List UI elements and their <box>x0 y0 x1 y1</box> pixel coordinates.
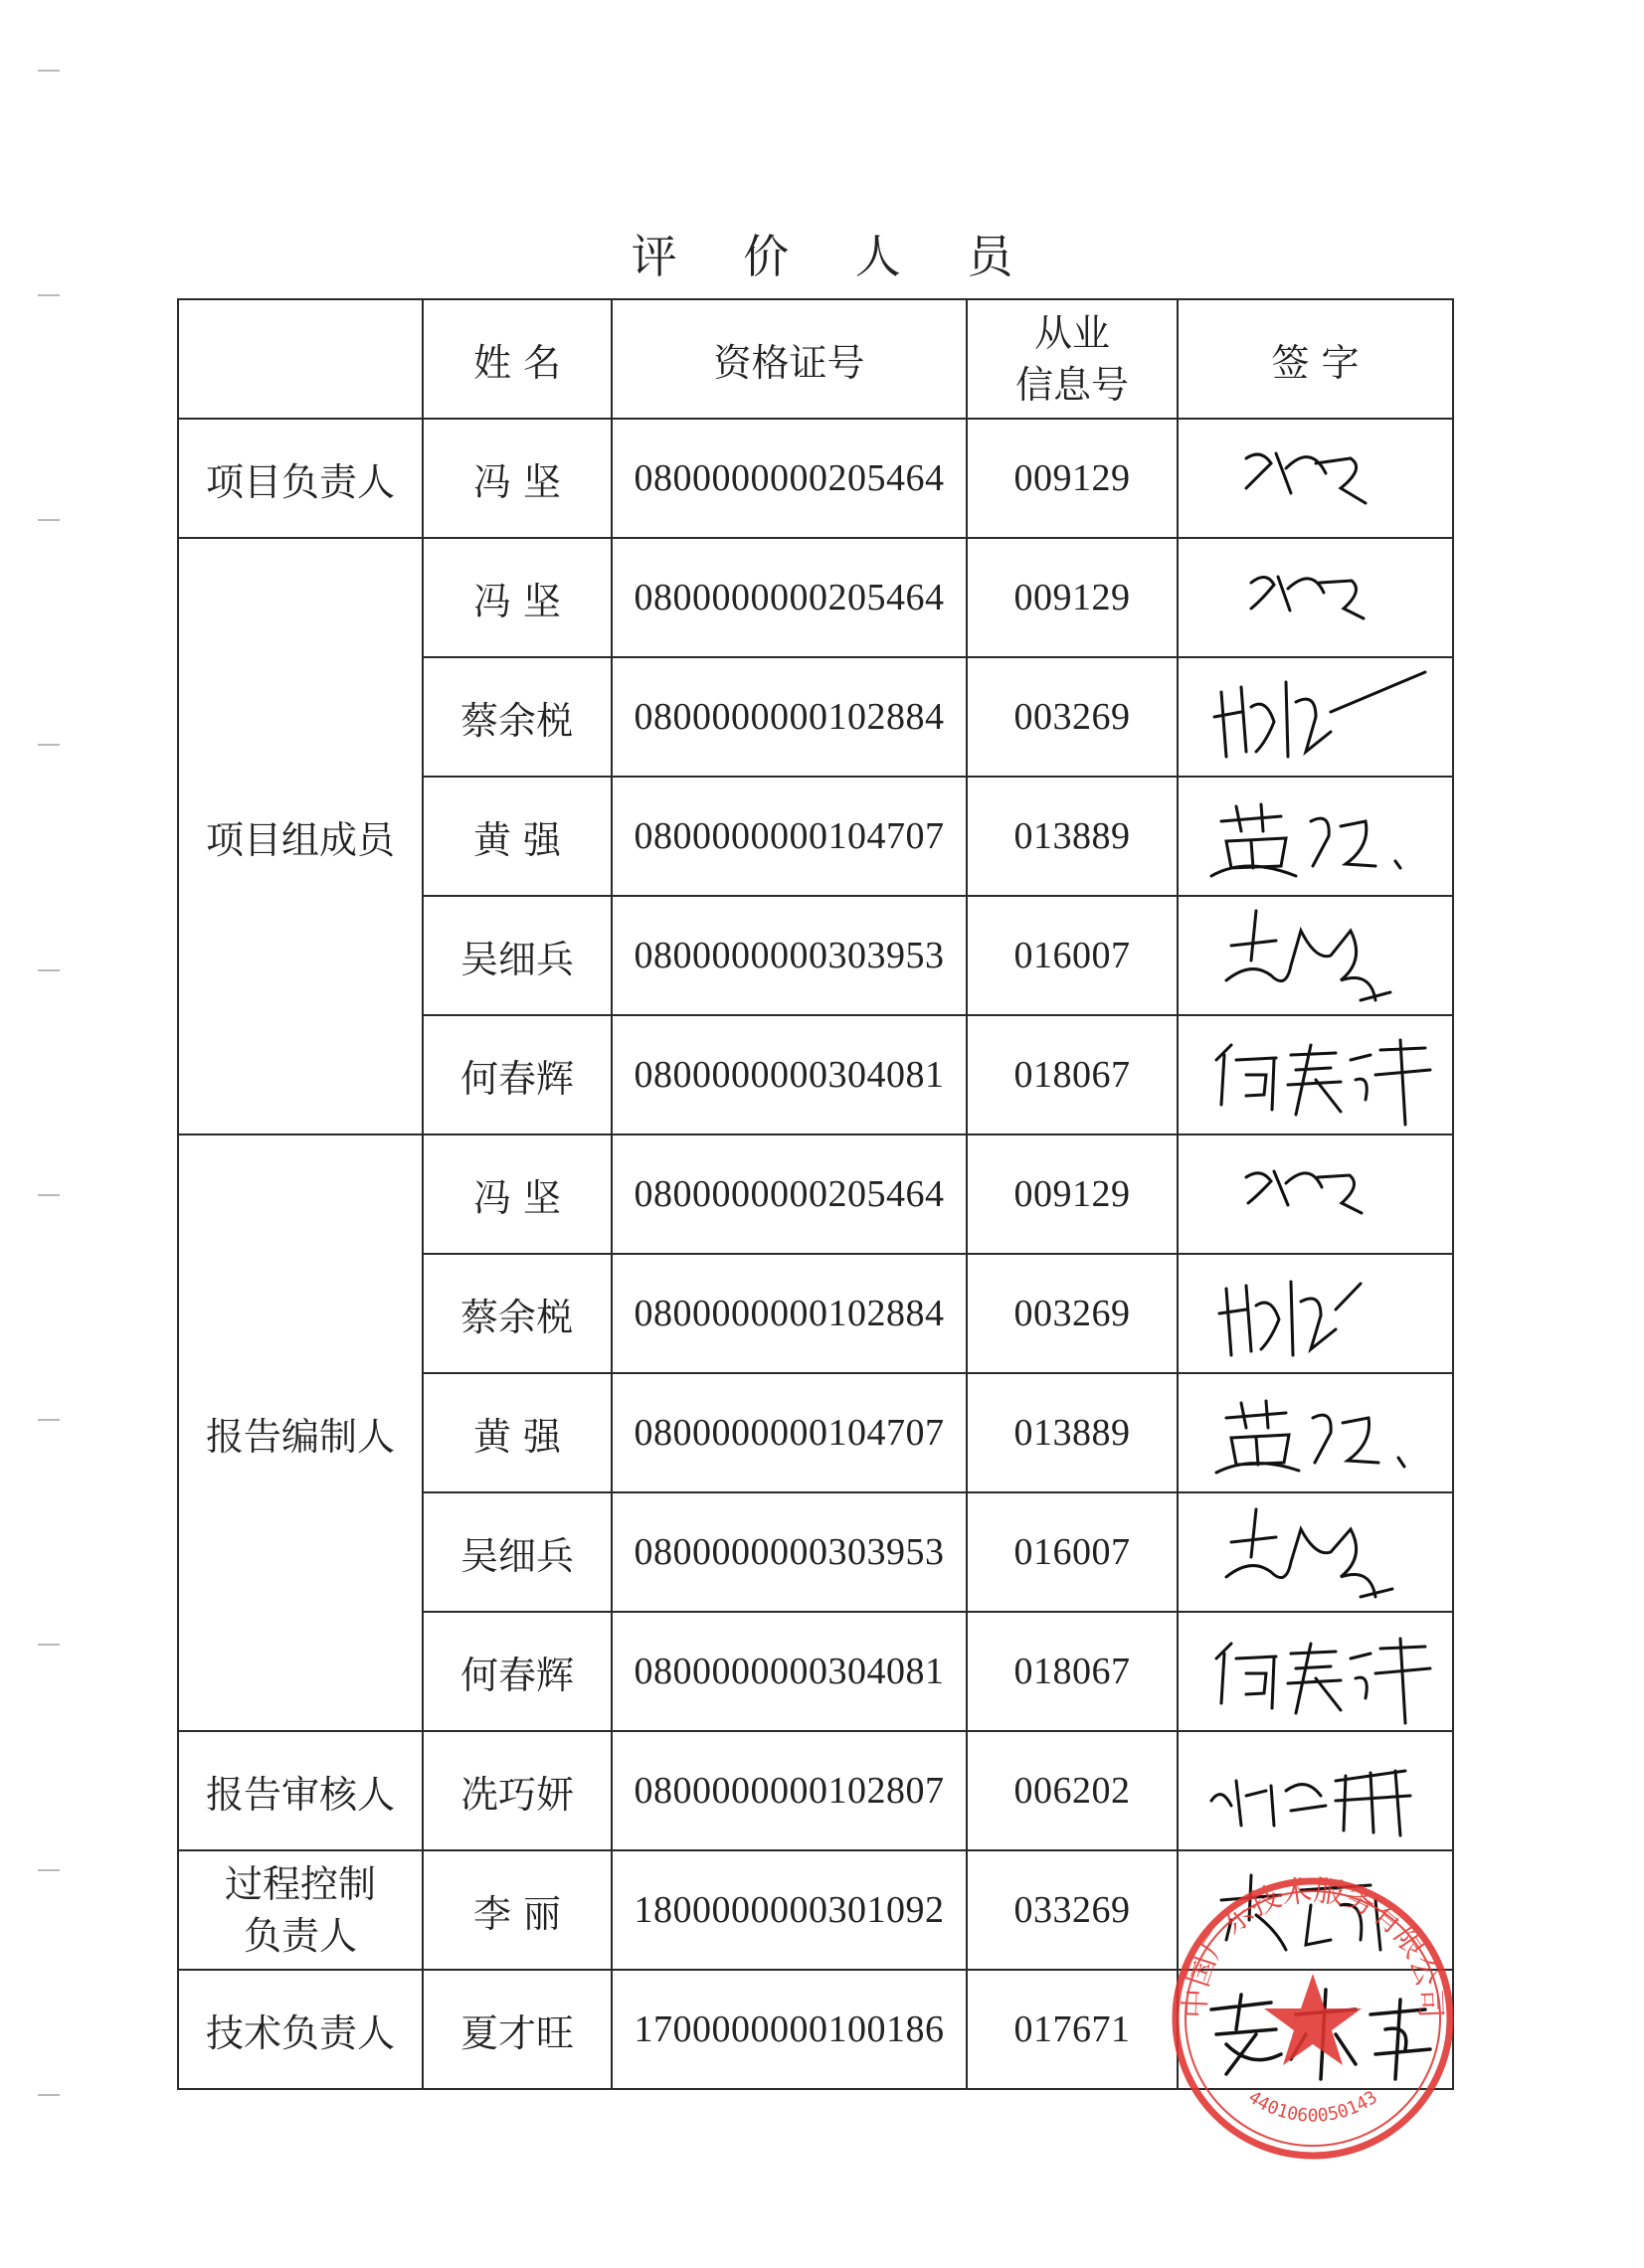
info-cell: 003269 <box>967 1254 1178 1373</box>
page-title: 评 价 人 员 <box>631 230 1039 283</box>
role-line: 负责人 <box>243 1914 357 1958</box>
info-cell: 016007 <box>967 896 1178 1015</box>
header-info-line1: 从业 <box>1033 311 1110 355</box>
header-name: 姓 名 <box>423 299 612 419</box>
table-row <box>178 1970 1453 2089</box>
edge-mark <box>38 1869 60 1871</box>
role-cell: 报告审核人 <box>178 1731 423 1850</box>
table-row <box>178 419 1453 538</box>
signature-image <box>1216 1149 1415 1239</box>
signature-cell <box>1178 1254 1453 1373</box>
signature-image <box>1216 434 1415 523</box>
table-header-row <box>178 299 1453 419</box>
signature-cell <box>1178 1612 1453 1731</box>
role-cell: 项目负责人 <box>178 419 423 538</box>
signature-cell <box>1178 657 1453 777</box>
table-row <box>178 538 1453 657</box>
signature-cell <box>1178 1015 1453 1134</box>
edge-mark <box>38 969 60 971</box>
edge-mark <box>38 744 60 746</box>
header-role <box>178 299 423 419</box>
info-cell: 017671 <box>967 1970 1178 2089</box>
info-cell: 016007 <box>967 1492 1178 1612</box>
cert-cell: 1700000000100186 <box>612 1970 967 2089</box>
signature-cell <box>1178 1134 1453 1254</box>
header-cert: 资格证号 <box>612 299 967 419</box>
table-row <box>178 1731 1453 1850</box>
name-cell: 吴细兵 <box>423 896 612 1015</box>
signature-cell <box>1178 1373 1453 1492</box>
signature-cell <box>1178 1492 1453 1612</box>
name-cell: 冯 坚 <box>423 538 612 657</box>
info-cell: 003269 <box>967 657 1178 777</box>
role-cell <box>178 1850 423 1970</box>
name-cell: 黄 强 <box>423 777 612 896</box>
signature-image <box>1201 786 1430 886</box>
edge-mark <box>38 1644 60 1646</box>
name-cell: 冯 坚 <box>423 419 612 538</box>
info-cell: 018067 <box>967 1015 1178 1134</box>
signature-cell <box>1178 1970 1453 2089</box>
name-cell: 黄 强 <box>423 1373 612 1492</box>
role-cell: 技术负责人 <box>178 1970 423 2089</box>
info-cell: 033269 <box>967 1850 1178 1970</box>
cert-cell: 0800000000104707 <box>612 777 967 896</box>
signature-cell <box>1178 1850 1453 1970</box>
edge-mark <box>38 294 60 296</box>
signature-cell <box>1178 1731 1453 1850</box>
signature-cell <box>1178 896 1453 1015</box>
cert-cell: 0800000000102884 <box>612 657 967 777</box>
cert-cell: 0800000000303953 <box>612 1492 967 1612</box>
name-cell: 李 丽 <box>423 1850 612 1970</box>
name-cell: 夏才旺 <box>423 1970 612 2089</box>
edge-mark <box>38 70 60 72</box>
signature-image <box>1201 1860 1430 1960</box>
signature-image <box>1201 1497 1430 1607</box>
signature-image <box>1196 1020 1435 1130</box>
info-cell: 013889 <box>967 1373 1178 1492</box>
name-cell: 冼巧妍 <box>423 1731 612 1850</box>
edge-mark <box>38 1194 60 1196</box>
info-cell: 009129 <box>967 1134 1178 1254</box>
header-info <box>967 299 1178 419</box>
cert-cell: 0800000000102884 <box>612 1254 967 1373</box>
name-cell: 冯 坚 <box>423 1134 612 1254</box>
cert-cell: 0800000000303953 <box>612 896 967 1015</box>
signature-image <box>1201 901 1430 1010</box>
role-cell: 项目组成员 <box>178 538 423 1134</box>
name-cell: 何春辉 <box>423 1015 612 1134</box>
edge-mark <box>38 1419 60 1421</box>
signature-image <box>1201 1383 1430 1483</box>
signature-cell <box>1178 777 1453 896</box>
info-cell: 009129 <box>967 419 1178 538</box>
cert-cell: 0800000000304081 <box>612 1612 967 1731</box>
info-cell: 009129 <box>967 538 1178 657</box>
cert-cell: 0800000000205464 <box>612 538 967 657</box>
header-info-line2: 信息号 <box>1014 363 1129 407</box>
signature-cell <box>1178 538 1453 657</box>
signature-image <box>1216 553 1415 642</box>
info-cell: 018067 <box>967 1612 1178 1731</box>
signature-cell <box>1178 419 1453 538</box>
name-cell: 吴细兵 <box>423 1492 612 1612</box>
seal-top-text: 中国广东技术服务有限公司 <box>1178 1872 1448 2019</box>
signature-image <box>1196 1617 1435 1726</box>
cert-cell: 0800000000102807 <box>612 1731 967 1850</box>
table-row <box>178 1134 1453 1254</box>
signature-image <box>1196 1741 1435 1840</box>
name-cell: 蔡余棁 <box>423 657 612 777</box>
header-signature: 签 字 <box>1178 299 1453 419</box>
name-cell: 蔡余棁 <box>423 1254 612 1373</box>
cert-cell: 0800000000205464 <box>612 419 967 538</box>
info-cell: 006202 <box>967 1731 1178 1850</box>
table-row <box>178 1850 1453 1970</box>
cert-cell: 0800000000304081 <box>612 1015 967 1134</box>
edge-mark <box>38 2094 60 2096</box>
role-cell: 报告编制人 <box>178 1134 423 1731</box>
info-cell: 013889 <box>967 777 1178 896</box>
cert-cell: 0800000000104707 <box>612 1373 967 1492</box>
name-cell: 何春辉 <box>423 1612 612 1731</box>
edge-mark <box>38 519 60 521</box>
role-line: 过程控制 <box>224 1862 376 1906</box>
seal-bottom-text: 4401060050143 <box>1244 2086 1381 2127</box>
cert-cell: 1800000000301092 <box>612 1850 967 1970</box>
signature-image <box>1201 1264 1430 1363</box>
personnel-table <box>177 298 1454 2090</box>
cert-cell: 0800000000205464 <box>612 1134 967 1254</box>
signature-image <box>1196 662 1435 772</box>
signature-image <box>1196 1975 1435 2084</box>
